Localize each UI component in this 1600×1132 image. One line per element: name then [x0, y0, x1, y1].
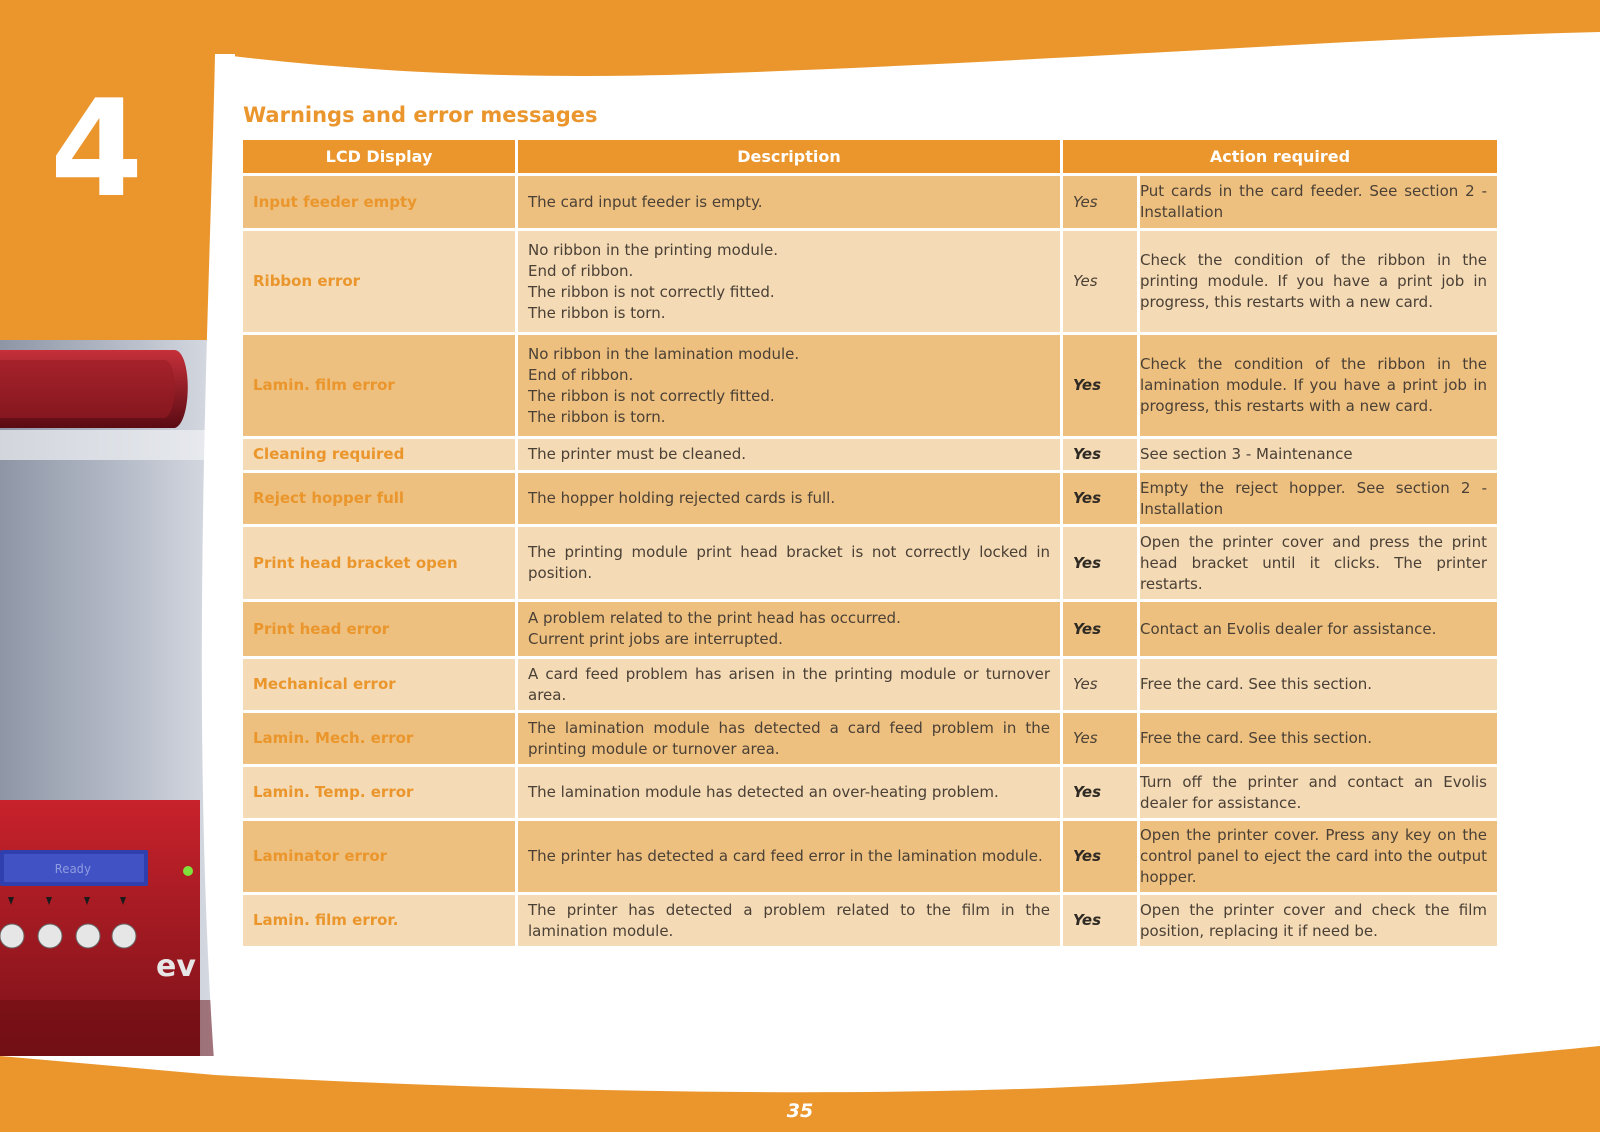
- lcd-message: Lamin. Temp. error: [243, 767, 515, 818]
- action-required-flag: Yes: [1063, 231, 1137, 332]
- table-row: [243, 767, 1497, 818]
- error-description: [518, 527, 1060, 599]
- error-description: [518, 821, 1060, 892]
- table-row: [243, 713, 1497, 764]
- table-body: [243, 176, 1497, 946]
- description-line: A problem related to the print head has occurred.: [528, 609, 901, 627]
- description-line: The card input feeder is empty.: [528, 192, 763, 211]
- table-row: [243, 895, 1497, 946]
- table-row: [243, 821, 1497, 892]
- description-line: The printing module print head bracket is not correctly locked in position.: [528, 543, 1050, 582]
- action-required-flag: Yes: [1063, 659, 1137, 710]
- lcd-message: Laminator error: [243, 821, 515, 892]
- description-line: The printer has detected a problem related to the film in the lamination module.: [528, 900, 1050, 940]
- action-required-flag: Yes: [1063, 821, 1137, 892]
- header-description: Description: [518, 140, 1060, 173]
- description-line: End of ribbon.: [528, 261, 634, 280]
- table-row: [243, 527, 1497, 599]
- lcd-message: Print head bracket open: [243, 527, 515, 599]
- printer-brand-text: ev: [156, 949, 196, 984]
- action-required-flag: Yes: [1063, 176, 1137, 228]
- action-text: See section 3 - Maintenance: [1140, 439, 1497, 470]
- action-text: Open the printer cover and press the print head bracket until it clicks. The printer restarts.: [1140, 527, 1497, 599]
- description-line: The hopper holding rejected cards is full.: [528, 489, 836, 507]
- table-row: [243, 473, 1497, 524]
- header-lcd-display: LCD Display: [243, 140, 515, 173]
- lcd-screen-text: Ready: [55, 862, 92, 876]
- section-title: Warnings and error messages: [243, 103, 598, 127]
- action-required-flag: Yes: [1063, 527, 1137, 599]
- action-text: Free the card. See this section.: [1140, 659, 1497, 710]
- lcd-message: Print head error: [243, 602, 515, 656]
- action-text: Open the printer cover. Press any key on the control panel to eject the card into the output hopper.: [1140, 821, 1497, 892]
- action-required-flag: Yes: [1063, 335, 1137, 436]
- error-description: [518, 335, 1060, 436]
- description-line: The printer has detected a card feed error in the lamination module.: [528, 847, 1043, 865]
- action-text: Check the condition of the ribbon in the lamination module. If you have a print job in progress, this restarts with a new card.: [1140, 335, 1497, 436]
- action-text: Contact an Evolis dealer for assistance.: [1140, 602, 1497, 656]
- page-number: 35: [786, 1100, 814, 1122]
- table-row: [243, 659, 1497, 710]
- lcd-message: Reject hopper full: [243, 473, 515, 524]
- lcd-message: Lamin. Mech. error: [243, 713, 515, 764]
- description-line: No ribbon in the printing module.: [528, 240, 779, 259]
- printer-photo: [0, 340, 215, 1056]
- lcd-message: Lamin. film error: [243, 335, 515, 436]
- error-description: [518, 713, 1060, 764]
- description-line: No ribbon in the lamination module.: [528, 344, 800, 363]
- error-description: [518, 659, 1060, 710]
- table-row: [243, 335, 1497, 436]
- action-text: Check the condition of the ribbon in the printing module. If you have a print job in progress, this restarts with a new card.: [1140, 231, 1497, 332]
- error-messages-table: [240, 137, 1500, 949]
- description-line: The ribbon is not correctly fitted.: [528, 282, 775, 301]
- error-table-container: [243, 137, 1491, 949]
- lcd-message: Input feeder empty: [243, 176, 515, 228]
- description-line: The ribbon is torn.: [528, 303, 666, 322]
- action-text: Open the printer cover and check the film position, replacing it if need be.: [1140, 895, 1497, 946]
- action-required-flag: Yes: [1063, 713, 1137, 764]
- table-row: [243, 176, 1497, 228]
- description-line: The printer must be cleaned.: [528, 445, 747, 463]
- action-text: Turn off the printer and contact an Evolis dealer for assistance.: [1140, 767, 1497, 818]
- description-line: Current print jobs are interrupted.: [528, 630, 783, 648]
- description-line: The ribbon is torn.: [528, 407, 666, 426]
- description-line: The lamination module has detected an over-heating problem.: [528, 783, 999, 801]
- lcd-message: Lamin. film error.: [243, 895, 515, 946]
- table-row: [243, 602, 1497, 656]
- table-row: [243, 231, 1497, 332]
- description-line: The ribbon is not correctly fitted.: [528, 386, 775, 405]
- action-required-flag: Yes: [1063, 895, 1137, 946]
- lcd-message: Ribbon error: [243, 231, 515, 332]
- table-row: [243, 439, 1497, 470]
- chapter-number: 4: [50, 71, 144, 227]
- action-required-flag: Yes: [1063, 473, 1137, 524]
- action-required-flag: Yes: [1063, 767, 1137, 818]
- error-description: [518, 602, 1060, 656]
- error-description: [518, 473, 1060, 524]
- table-header-row: [243, 140, 1497, 173]
- error-description: [518, 895, 1060, 946]
- lcd-message: Mechanical error: [243, 659, 515, 710]
- error-description: [518, 231, 1060, 332]
- action-text: Free the card. See this section.: [1140, 713, 1497, 764]
- description-line: A card feed problem has arisen in the printing module or turnover area.: [528, 664, 1050, 704]
- description-line: End of ribbon.: [528, 365, 634, 384]
- action-text: Empty the reject hopper. See section 2 - Installation: [1140, 473, 1497, 524]
- header-action-required: Action required: [1063, 140, 1497, 173]
- action-required-flag: Yes: [1063, 602, 1137, 656]
- description-line: The lamination module has detected a card feed problem in the printing module or turnover area.: [528, 718, 1050, 758]
- action-required-flag: Yes: [1063, 439, 1137, 470]
- action-text: Put cards in the card feeder. See section 2 - Installation: [1140, 176, 1497, 228]
- error-description: [518, 439, 1060, 470]
- lcd-message: Cleaning required: [243, 439, 515, 470]
- error-description: [518, 767, 1060, 818]
- error-description: [518, 176, 1060, 228]
